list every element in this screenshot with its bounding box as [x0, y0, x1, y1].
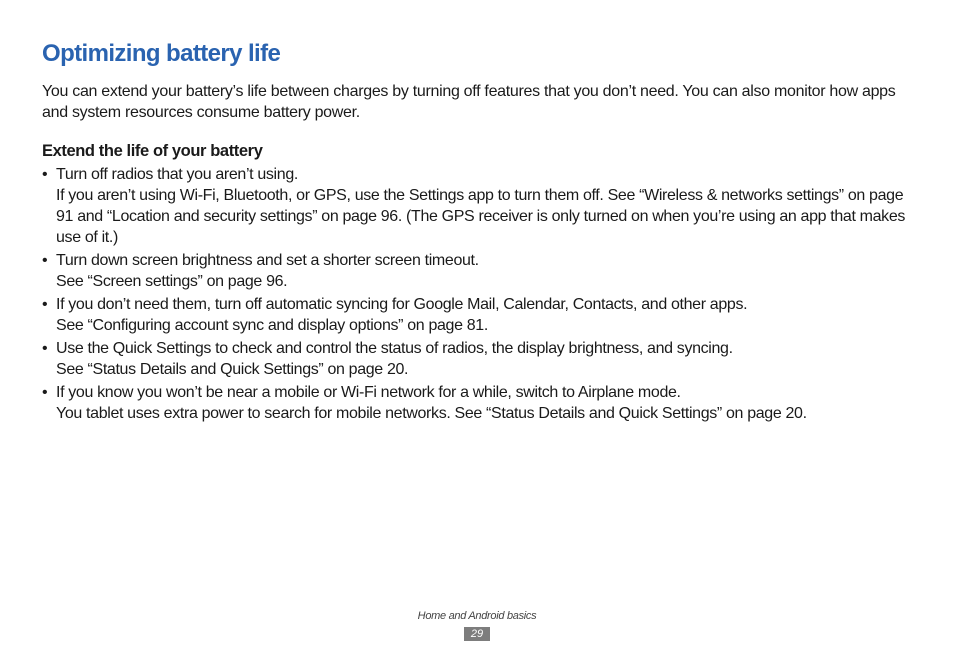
- intro-paragraph: You can extend your battery’s life between charges by turning off features that you don’t need. You can also monitor how apps and system resources consume battery power.: [42, 83, 896, 121]
- bullet-detail: If you aren’t using Wi-Fi, Bluetooth, or GPS, use the Settings app to turn them off. See “Wireless & networks settings” on page 91 and “Location and security settings” on page 96. (The GPS receiver is only turned on when you’re using an app that makes use of it.): [56, 187, 906, 246]
- page-content: [42, 38, 914, 426]
- tips-list: [42, 164, 914, 424]
- bullet-icon: •: [42, 340, 48, 357]
- bullet-icon: •: [42, 166, 48, 183]
- bullet-detail: See “Status Details and Quick Settings” on page 20.: [56, 361, 409, 378]
- page-title: Optimizing battery life: [42, 40, 281, 67]
- bullet-text: Turn off radios that you aren’t using.: [56, 166, 298, 183]
- bullet-icon: •: [42, 384, 48, 401]
- bullet-text: Turn down screen brightness and set a shorter screen timeout.: [56, 252, 479, 269]
- bullet-text: Use the Quick Settings to check and control the status of radios, the display brightness, and syncing.: [56, 340, 733, 357]
- section-heading: Extend the life of your battery: [42, 142, 263, 160]
- bullet-detail: See “Screen settings” on page 96.: [56, 273, 288, 290]
- list-item: [42, 338, 914, 380]
- page-footer: [0, 609, 954, 642]
- bullet-text: If you don’t need them, turn off automatic syncing for Google Mail, Calendar, Contacts, and other apps.: [56, 296, 748, 313]
- list-item: [42, 382, 914, 424]
- bullet-text: If you know you won’t be near a mobile or Wi-Fi network for a while, switch to Airplane mode.: [56, 384, 681, 401]
- list-item: [42, 164, 914, 248]
- bullet-detail: You tablet uses extra power to search for mobile networks. See “Status Details and Quick Settings” on page 20.: [56, 405, 807, 422]
- bullet-icon: •: [42, 252, 48, 269]
- bullet-icon: •: [42, 296, 48, 313]
- list-item: [42, 250, 914, 292]
- page-number-badge: 29: [464, 627, 490, 641]
- footer-section-label: Home and Android basics: [417, 610, 537, 622]
- bullet-detail: See “Configuring account sync and display options” on page 81.: [56, 317, 488, 334]
- list-item: [42, 294, 914, 336]
